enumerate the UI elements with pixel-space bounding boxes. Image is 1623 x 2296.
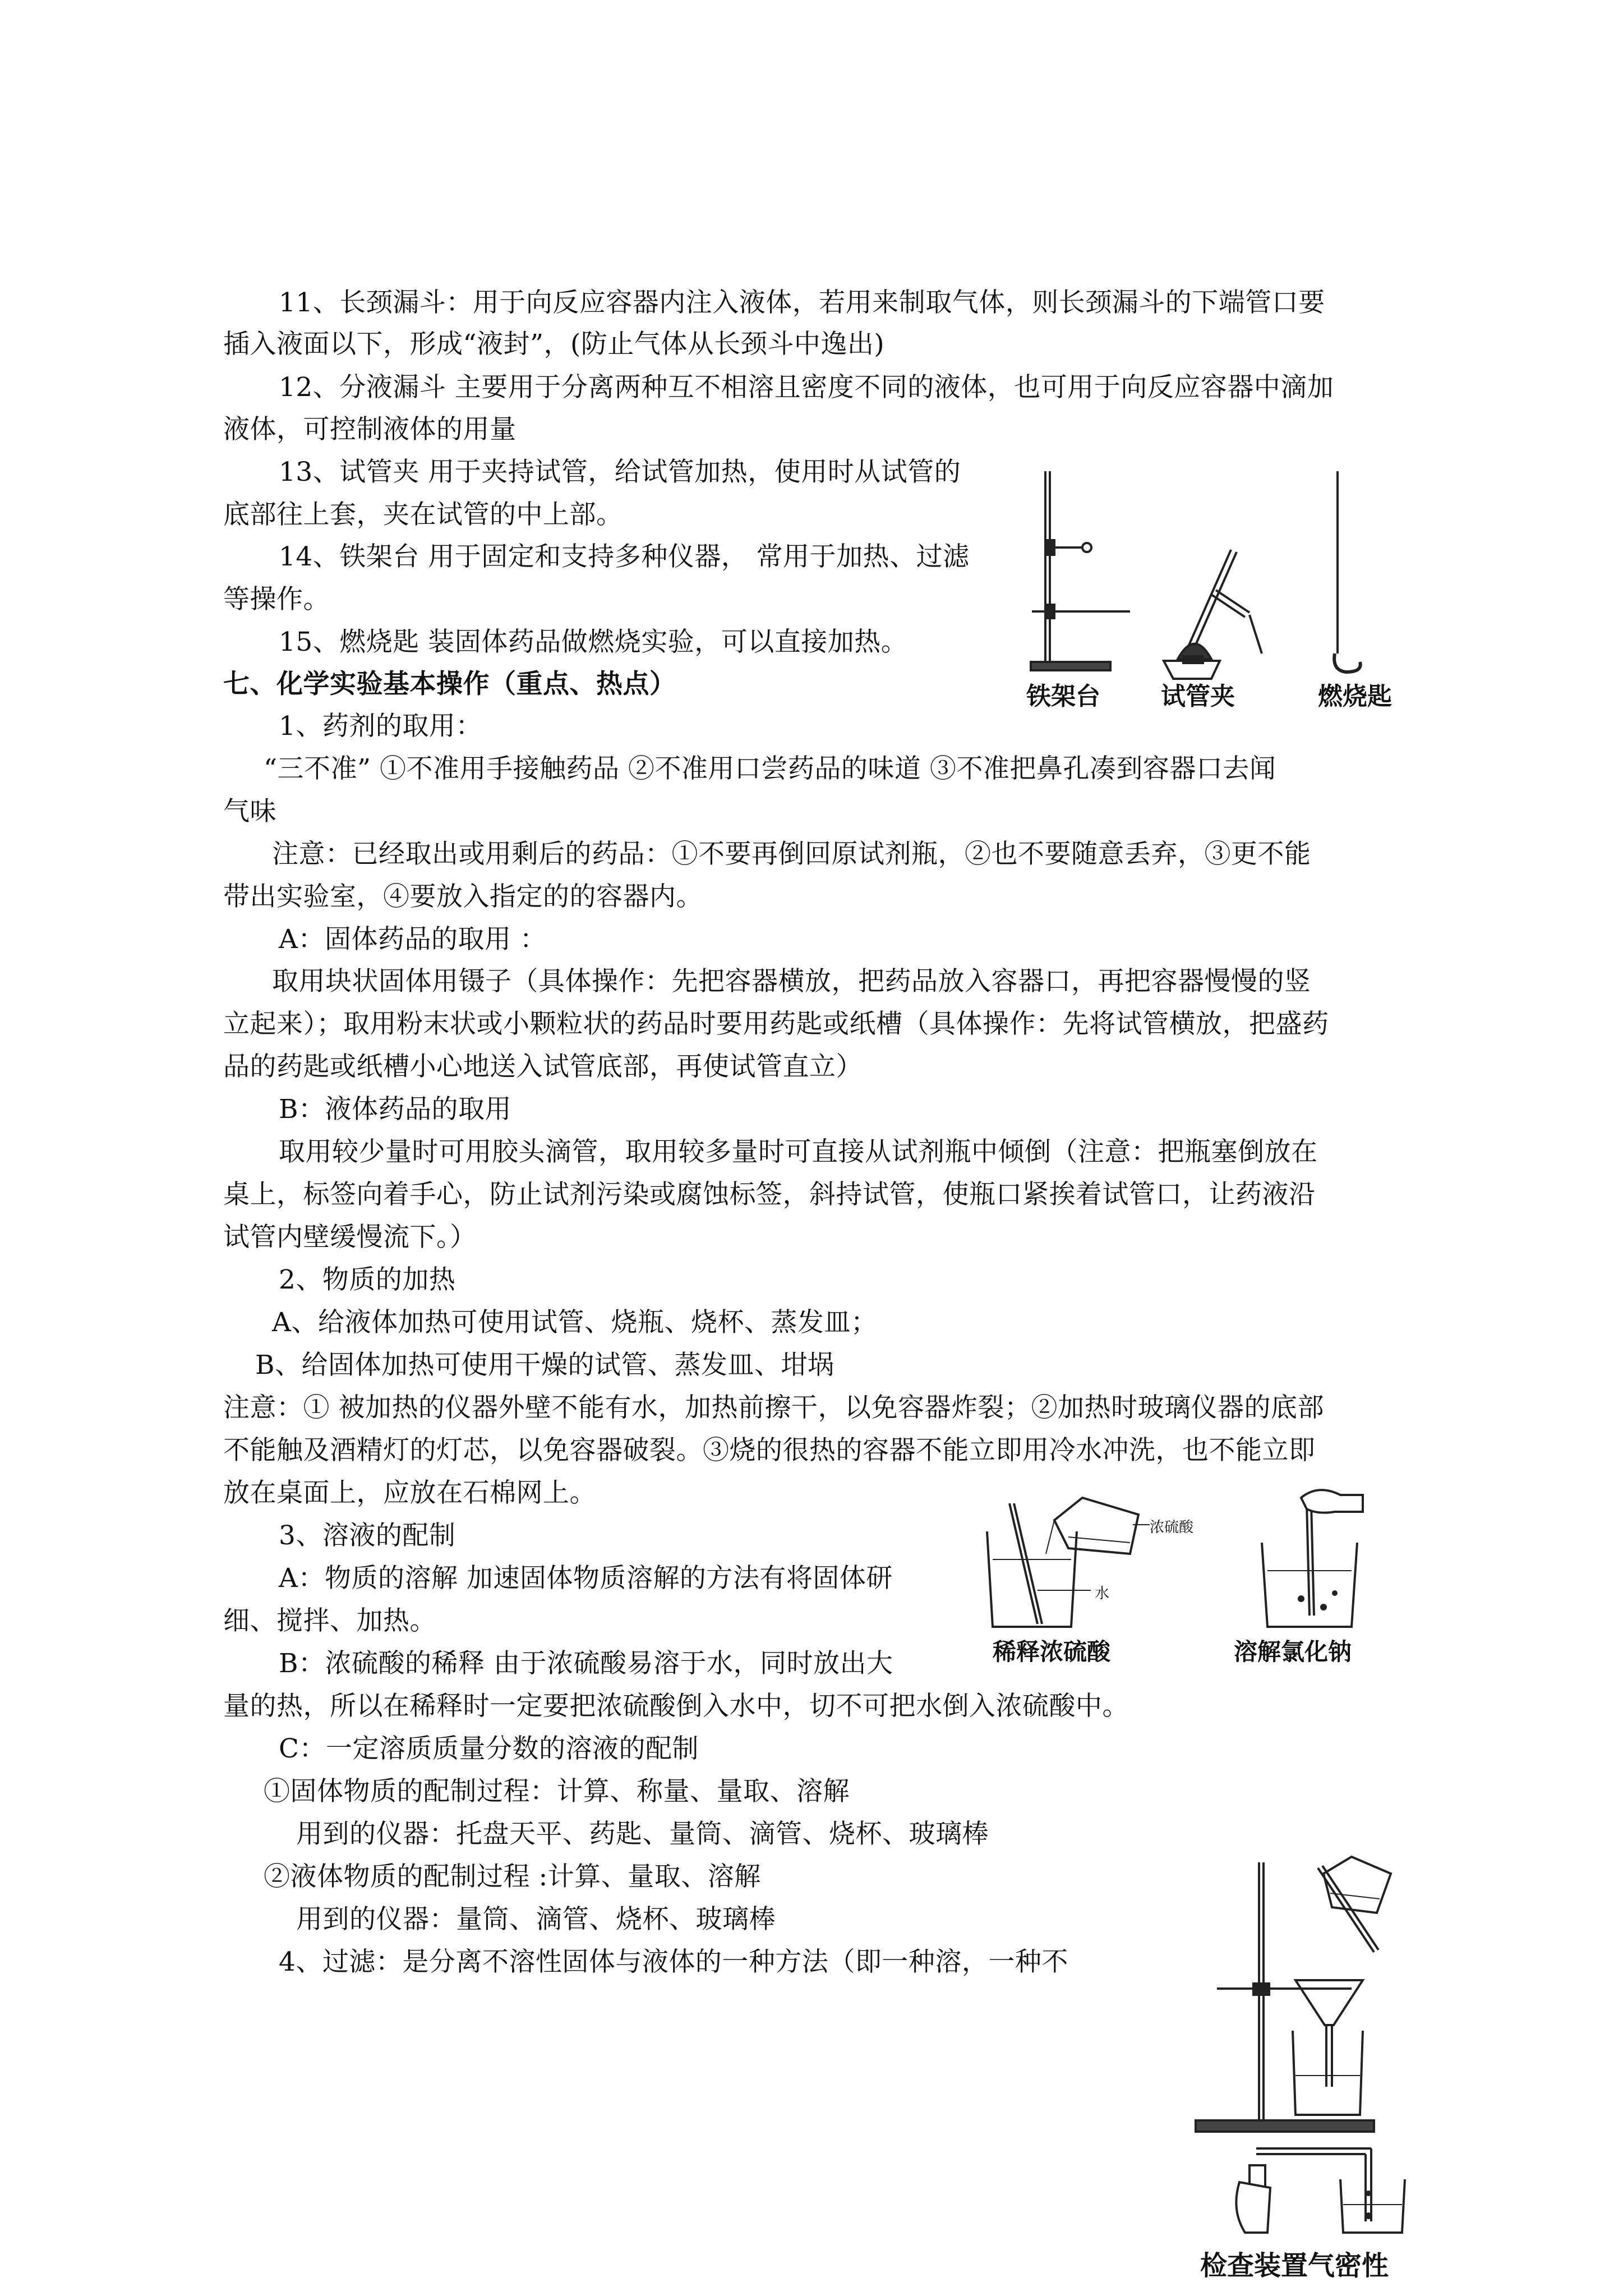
liquid-reagent-heading: B：液体药品的取用	[279, 1094, 512, 1125]
solid-prep-instruments: 用到的仪器：托盘天平、药匙、量筒、滴管、烧杯、玻璃棒	[296, 1819, 989, 1849]
heating-note-line3: 放在桌面上，应放在石棉网上。	[223, 1478, 596, 1508]
water-label: 水	[1095, 1585, 1110, 1602]
note-leftover-line1: 注意：已经取出或用剩后的药品：①不要再倒回原试剂瓶，②也不要随意丢弃，③更不能	[272, 839, 1311, 869]
subsection-1-heading: 1、药剂的取用：	[279, 711, 482, 742]
heating-liquid: A、给液体加热可使用试管、烧瓶、烧杯、蒸发皿；	[272, 1307, 878, 1338]
dissolve-caption: 溶解氯化钠	[1234, 1638, 1352, 1665]
heating-note-line2: 不能触及酒精灯的灯芯，以免容器破裂。③烧的很热的容器不能立即用冷水冲洗，也不能立即	[223, 1435, 1316, 1466]
filtration-airtight-drawing	[1183, 1851, 1464, 2238]
filtration-airtight-figure	[1183, 1851, 1464, 2292]
dilute-line2: 量的热，所以在稀释时一定要把浓硫酸倒入水中，切不可把水倒入浓硫酸中。	[223, 1691, 1129, 1722]
three-rules-line2: 气味	[223, 796, 276, 827]
item-13-line1: 13、试管夹 用于夹持试管，给试管加热，使用时从试管的	[279, 457, 961, 487]
solution-prep-heading: C：一定溶质质量分数的溶液的配制	[279, 1733, 699, 1764]
liquid-prep-instruments: 用到的仪器：量筒、滴管、烧杯、玻璃棒	[296, 1904, 776, 1935]
solid-reagent-line3: 品的药匙或纸槽小心地送入试管底部，再使试管直立）	[223, 1051, 863, 1082]
item-11-line1: 11、长颈漏斗：用于向反应容器内注入液体，若用来制取气体，则长颈漏斗的下端管口要	[279, 287, 1325, 318]
liquid-reagent-line1: 取用较少量时可用胶头滴管，取用较多量时可直接从试剂瓶中倾倒（注意：把瓶塞倒放在	[279, 1137, 1318, 1167]
acid-bottle-icon	[1046, 1498, 1150, 1554]
item-12-line1: 12、分液漏斗 主要用于分离两种互不相溶且密度不同的液体，也可用于向反应容器中滴加	[279, 372, 1334, 403]
dilute-line1: B：浓硫酸的稀释 由于浓硫酸易溶于水，同时放出大	[279, 1648, 893, 1679]
liquid-reagent-line3: 试管内壁缓慢流下。）	[223, 1222, 477, 1253]
dilution-caption: 稀释浓硫酸	[993, 1638, 1111, 1665]
pouring-beaker-icon	[1324, 1857, 1391, 1913]
three-rules-line1: “三不准” ①不准用手接触药品 ②不准用口尝药品的味道 ③不准把鼻孔凑到容器口去闻	[264, 753, 1276, 784]
apparatus-drawing	[1026, 460, 1408, 712]
liquid-prep-process: ②液体物质的配制过程 :计算、量取、溶解	[264, 1861, 761, 1892]
receiving-beaker-icon	[1293, 2031, 1363, 2115]
apparatus-figure	[1026, 460, 1408, 712]
solid-reagent-line2: 立起来）；取用粉末状或小颗粒状的药品时要用药匙或纸槽（具体操作：先将试管横放，把盛药	[223, 1009, 1329, 1039]
airtight-caption: 检查装置气密性	[1200, 2250, 1389, 2281]
acid-label: 浓硫酸	[1150, 1519, 1194, 1536]
spoon-label: 燃烧匙	[1318, 682, 1392, 711]
item-12-line2: 液体，可控制液体的用量	[223, 414, 517, 445]
item-13-line2: 底部往上套，夹在试管的中上部。	[223, 499, 623, 530]
spoon-icon	[1334, 471, 1361, 672]
note-leftover-line2: 带出实验室，④要放入指定的的容器内。	[223, 881, 703, 912]
heating-note-line1: 注意：① 被加热的仪器外壁不能有水，加热前擦干，以免容器炸裂；②加热时玻璃仪器的底部	[223, 1392, 1324, 1423]
section-7-heading: 七、化学实验基本操作（重点、热点）	[223, 669, 676, 700]
dissolve-line2: 细、搅拌、加热。	[223, 1605, 436, 1636]
subsection-3-heading: 3、溶液的配制	[279, 1520, 456, 1551]
dissolve-line1: A：物质的溶解 加速固体物质溶解的方法有将固体研	[279, 1563, 893, 1594]
item-15: 15、燃烧匙 装固体药品做燃烧实验，可以直接加热。	[279, 627, 908, 657]
iron-stand-icon	[1031, 471, 1130, 670]
dilution-dissolve-figure	[970, 1487, 1402, 1666]
dissolve-beaker-icon	[1262, 1490, 1363, 1627]
item-11-line2: 插入液面以下，形成“液封”，(防止气体从长颈斗中逸出)	[223, 329, 885, 360]
solid-prep-process: ①固体物质的配制过程：计算、称量、量取、溶解	[264, 1776, 850, 1807]
iron-stand-label: 铁架台	[1026, 682, 1100, 711]
solid-reagent-heading: A：固体药品的取用 ：	[279, 924, 547, 955]
liquid-reagent-line2: 桌上，标签向着手心，防止试剂污染或腐蚀标签，斜持试管，使瓶口紧挨着试管口，让药液沿	[223, 1179, 1316, 1210]
tube-clamp-icon	[1164, 550, 1262, 679]
item-14-line2: 等操作。	[223, 584, 330, 615]
heating-solid: B、给固体加热可使用干燥的试管、蒸发皿、坩埚	[255, 1350, 834, 1381]
tube-clamp-label: 试管夹	[1161, 682, 1235, 711]
subsection-2-heading: 2、物质的加热	[279, 1264, 456, 1295]
filtration-line1: 4、过滤：是分离不溶性固体与液体的一种方法（即一种溶，一种不	[279, 1947, 1068, 1977]
airtight-apparatus-icon	[1236, 2148, 1405, 2233]
solid-reagent-line1: 取用块状固体用镊子（具体操作：先把容器横放，把药品放入容器口，再把容器慢慢的竖	[272, 966, 1311, 997]
dilution-beaker-icon	[987, 1503, 1091, 1627]
item-14-line1: 14、铁架台 用于固定和支持多种仪器， 常用于加热、过滤	[279, 541, 970, 572]
filter-funnel-icon	[1295, 1866, 1378, 2087]
